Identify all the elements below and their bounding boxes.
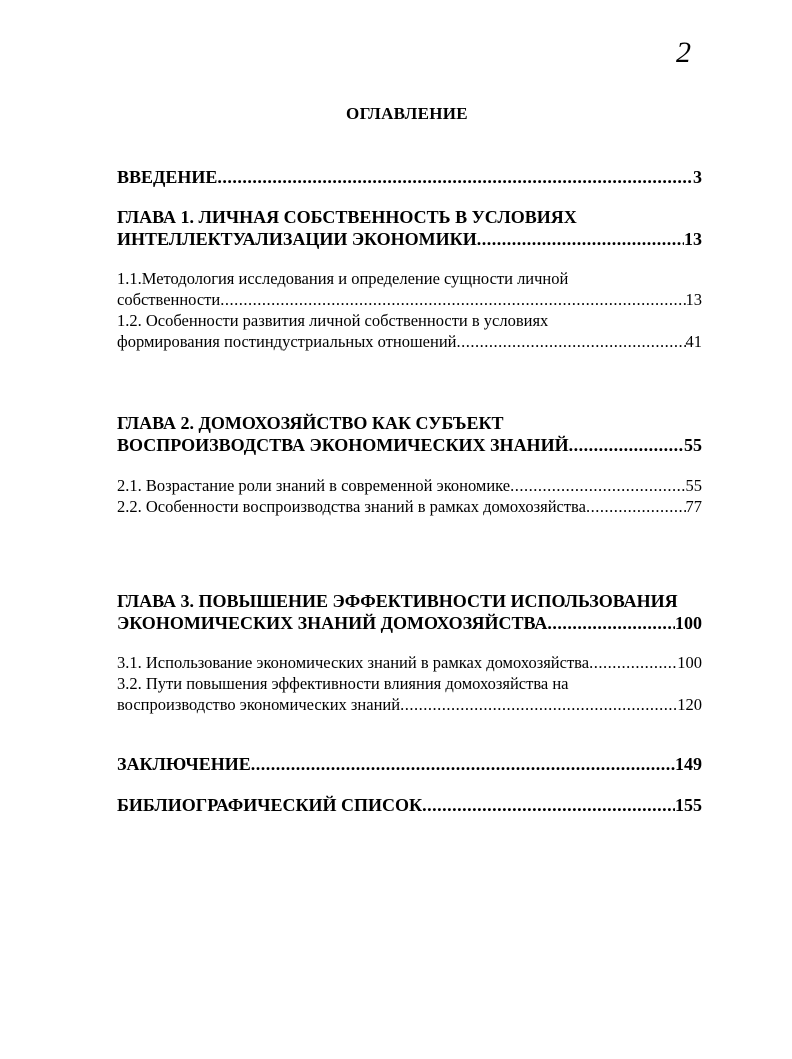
toc-entry-chapter-3[interactable] <box>117 590 702 634</box>
toc-entry-title: БИБЛИОГРАФИЧЕСКИЙ СПИСОК <box>117 795 423 815</box>
toc-entry-title: собственности <box>117 290 221 309</box>
dot-leader <box>547 612 675 634</box>
toc-page-number: 13 <box>685 290 702 309</box>
toc-page-number: 13 <box>684 229 702 249</box>
toc-entry-title: 1.1.Методология исследования и определение сущности личной <box>117 269 569 288</box>
toc-entry-title: 3.2. Пути повышения эффективности влияния домохозяйства на <box>117 674 569 693</box>
toc-entry-title: ЗАКЛЮЧЕНИЕ <box>117 754 251 774</box>
toc-entry-title: ВВЕДЕНИЕ <box>117 167 218 187</box>
toc-entry-section-1-1[interactable] <box>117 268 702 310</box>
toc-entry-title: воспроизводство экономических знаний <box>117 695 401 714</box>
toc-page-number: 100 <box>675 613 702 633</box>
toc-entry-chapter-2[interactable] <box>117 412 702 456</box>
toc-entry-chapter-1[interactable] <box>117 206 702 250</box>
toc-page-number: 41 <box>685 332 702 351</box>
toc-entry-section-2-2[interactable] <box>117 496 702 517</box>
toc-page-number: 55 <box>684 435 702 455</box>
dot-leader <box>217 166 693 188</box>
toc-entry-section-3-1[interactable] <box>117 652 702 673</box>
toc-page-number: 120 <box>677 695 702 714</box>
toc-entry-title: формирования постиндустриальных отношений <box>117 332 457 351</box>
dot-leader <box>400 694 677 715</box>
toc-entry-section-3-2[interactable] <box>117 673 702 715</box>
dot-leader <box>569 434 684 456</box>
dot-leader <box>251 753 675 775</box>
dot-leader <box>422 794 675 816</box>
dot-leader <box>477 228 684 250</box>
dot-leader <box>457 331 686 352</box>
toc-entry-section-2-1[interactable] <box>117 475 702 496</box>
toc-entry-title: 3.1. Использование экономических знаний в рамках домохозяйства <box>117 653 590 672</box>
dot-leader <box>589 652 677 673</box>
toc-entry-bibliography[interactable] <box>117 794 702 816</box>
toc-page-number: 100 <box>677 653 702 672</box>
toc-page-number: 77 <box>685 497 702 516</box>
toc-entry-intro[interactable] <box>117 166 702 188</box>
toc-entry-title: ИНТЕЛЛЕКТУАЛИЗАЦИИ ЭКОНОМИКИ <box>117 229 477 249</box>
toc-entry-title: ВОСПРОИЗВОДСТВА ЭКОНОМИЧЕСКИХ ЗНАНИЙ <box>117 435 569 455</box>
toc-entry-conclusion[interactable] <box>117 753 702 775</box>
toc-entry-title: 2.1. Возрастание роли знаний в современной экономике <box>117 476 511 495</box>
toc-page-number: 155 <box>675 795 702 815</box>
toc-page-number: 149 <box>675 754 702 774</box>
toc-entry-title: ГЛАВА 2. ДОМОХОЗЯЙСТВО КАК СУБЪЕКТ <box>117 413 504 433</box>
toc-entry-title: 1.2. Особенности развития личной собственности в условиях <box>117 311 549 330</box>
page-title: ОГЛАВЛЕНИЕ <box>346 104 468 123</box>
dot-leader <box>220 289 685 310</box>
toc-entry-title: ГЛАВА 1. ЛИЧНАЯ СОБСТВЕННОСТЬ В УСЛОВИЯХ <box>117 207 577 227</box>
page-number: 2 <box>676 36 691 69</box>
toc-page-number: 3 <box>693 167 702 187</box>
toc-entry-title: 2.2. Особенности воспроизводства знаний в рамках домохозяйства <box>117 497 586 516</box>
dot-leader <box>586 496 686 517</box>
toc-page-number: 55 <box>685 476 702 495</box>
toc-entry-title: ГЛАВА 3. ПОВЫШЕНИЕ ЭФФЕКТИВНОСТИ ИСПОЛЬЗОВАНИЯ <box>117 591 678 611</box>
dot-leader <box>510 475 685 496</box>
toc-entry-title: ЭКОНОМИЧЕСКИХ ЗНАНИЙ ДОМОХОЗЯЙСТВА <box>117 613 548 633</box>
toc-entry-section-1-2[interactable] <box>117 310 702 352</box>
